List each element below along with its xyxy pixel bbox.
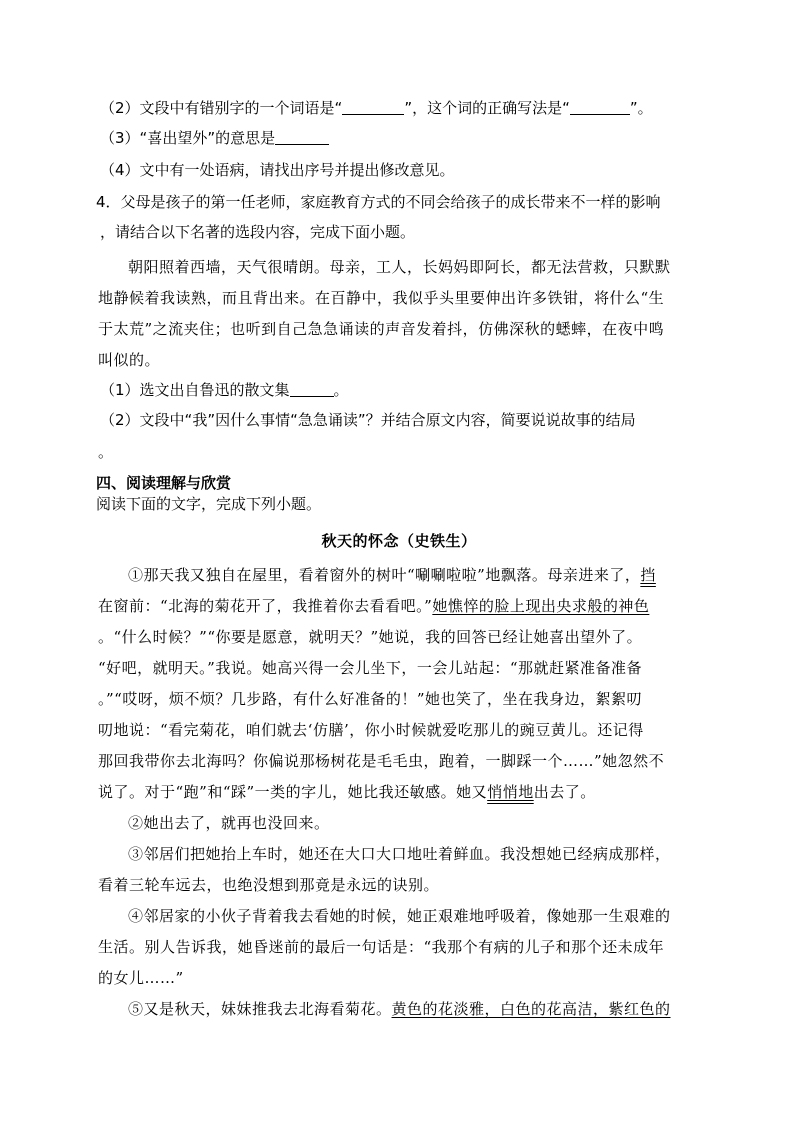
article-line: 。“什么时候？”“你要是愿意，就明天？”她说，我的回答已经让她喜出望外了。 xyxy=(98,628,643,646)
article-line: “好吧，就明天。”我说。她高兴得一会儿坐下，一会儿站起：“那就赶紧准备准备 xyxy=(98,659,643,677)
article-line xyxy=(98,782,704,802)
question-3-4: （4）文中有一处语病，请找出序号并提出修改意见。 xyxy=(100,161,455,179)
underlined-word: 挡 xyxy=(640,566,656,584)
article-text: 出去了。 xyxy=(533,783,596,801)
q3-2-text-middle: ”，这个词的正确写法是“ xyxy=(404,99,570,117)
q3-3-text: （3）“喜出望外”的意思是 xyxy=(100,129,276,147)
excerpt-line: 叫似的。 xyxy=(98,351,161,369)
question-4-2-line1: （2）文段中“我”因什么事情“急急诵读”？并结合原文内容，简要说说故事的结局 xyxy=(100,411,636,429)
answer-blank[interactable] xyxy=(342,100,404,115)
article-line xyxy=(128,565,734,585)
article-line: ④邻居家的小伙子背着我去看她的时候，她正艰难地呼吸着，像她那一生艰难的 xyxy=(128,907,671,925)
answer-blank[interactable] xyxy=(275,130,329,145)
article-line: 生活。别人告诉我，她昏迷前的最后一句话是：“我那个有病的儿子和那个还未成年 xyxy=(98,938,665,956)
article-line: 那回我带你去北海吗？你偏说那杨树花是毛毛虫，跑着，一脚踩一个……”她忽然不 xyxy=(98,752,665,770)
question-4-stem-line2: ，请结合以下名著的选段内容，完成下面小题。 xyxy=(100,223,416,241)
article-text: ①那天我又独自在屋里，看着窗外的树叶“唰唰啦啦”地飘落。母亲进来了， xyxy=(128,566,641,584)
article-title: 秋天的怀念（史铁生） xyxy=(321,532,477,550)
q4-1-end: 。 xyxy=(333,381,349,399)
article-text: 说了。对于“跑”和“踩”一类的字儿，她比我还敏感。她又 xyxy=(98,783,488,801)
q4-1-text: （1）选文出自鲁迅的散文集 xyxy=(100,381,290,399)
question-4-2-line2: 。 xyxy=(98,443,114,461)
article-line: ②她出去了，就再也没回来。 xyxy=(128,814,330,832)
underlined-word: 悄悄地 xyxy=(487,783,534,801)
question-3-3 xyxy=(100,128,706,148)
question-4-1 xyxy=(100,380,706,400)
underlined-sentence: 她憔悴的脸上现出央求般的神色 xyxy=(432,597,650,615)
q3-2-text-before: （2）文段中有错别字的一个词语是“ xyxy=(100,99,343,117)
q3-2-text-after: ”。 xyxy=(629,99,653,117)
answer-blank[interactable] xyxy=(290,382,334,397)
article-text: ⑤又是秋天，妹妹推我去北海看菊花。 xyxy=(128,1000,392,1018)
excerpt-line: 地静候着我读熟，而且背出来。在百静中，我似乎头里要伸出许多铁钳，将什么“生 xyxy=(98,289,665,307)
article-line: 的女儿……” xyxy=(98,969,184,987)
underlined-sentence: 黄色的花淡雅，白色的花高洁，紫红色的 xyxy=(391,1000,671,1018)
article-line xyxy=(128,999,734,1019)
excerpt-line: 于太荒”之流夹住；也听到自己急急诵读的声音发着抖，仿佛深秋的蟋蟀，在夜中鸣 xyxy=(98,320,665,338)
answer-blank[interactable] xyxy=(570,100,630,115)
article-line: ③邻居们把她抬上车时，她还在大口大口地吐着鲜血。我没想她已经病成那样， xyxy=(128,845,671,863)
section-instruction: 阅读下面的文字，完成下列小题。 xyxy=(96,495,322,513)
article-line: 。”“哎呀，烦不烦？几步路，有什么好准备的！”她也笑了，坐在我身边，絮絮叨 xyxy=(98,690,643,708)
article-line: 看着三轮车远去，也绝没想到那竟是永远的诀别。 xyxy=(98,876,440,894)
question-3-2 xyxy=(100,98,706,118)
article-text: 在窗前：“北海的菊花开了，我推着你去看看吧。” xyxy=(98,597,433,615)
article-line xyxy=(98,596,704,616)
section-heading: 四、阅读理解与欣赏 xyxy=(96,474,232,492)
excerpt-line: 朝阳照着西墙，天气很晴朗。母亲，工人，长妈妈即阿长，都无法营救，只默默 xyxy=(128,258,671,276)
question-4-stem-line1: 4．父母是孩子的第一任老师，家庭教育方式的不同会给孩子的成长带来不一样的影响 xyxy=(96,193,661,211)
article-line: 叨地说：“看完菊花，咱们就去‘仿膳’，你小时候就爱吃那儿的豌豆黄儿。还记得 xyxy=(98,721,644,739)
